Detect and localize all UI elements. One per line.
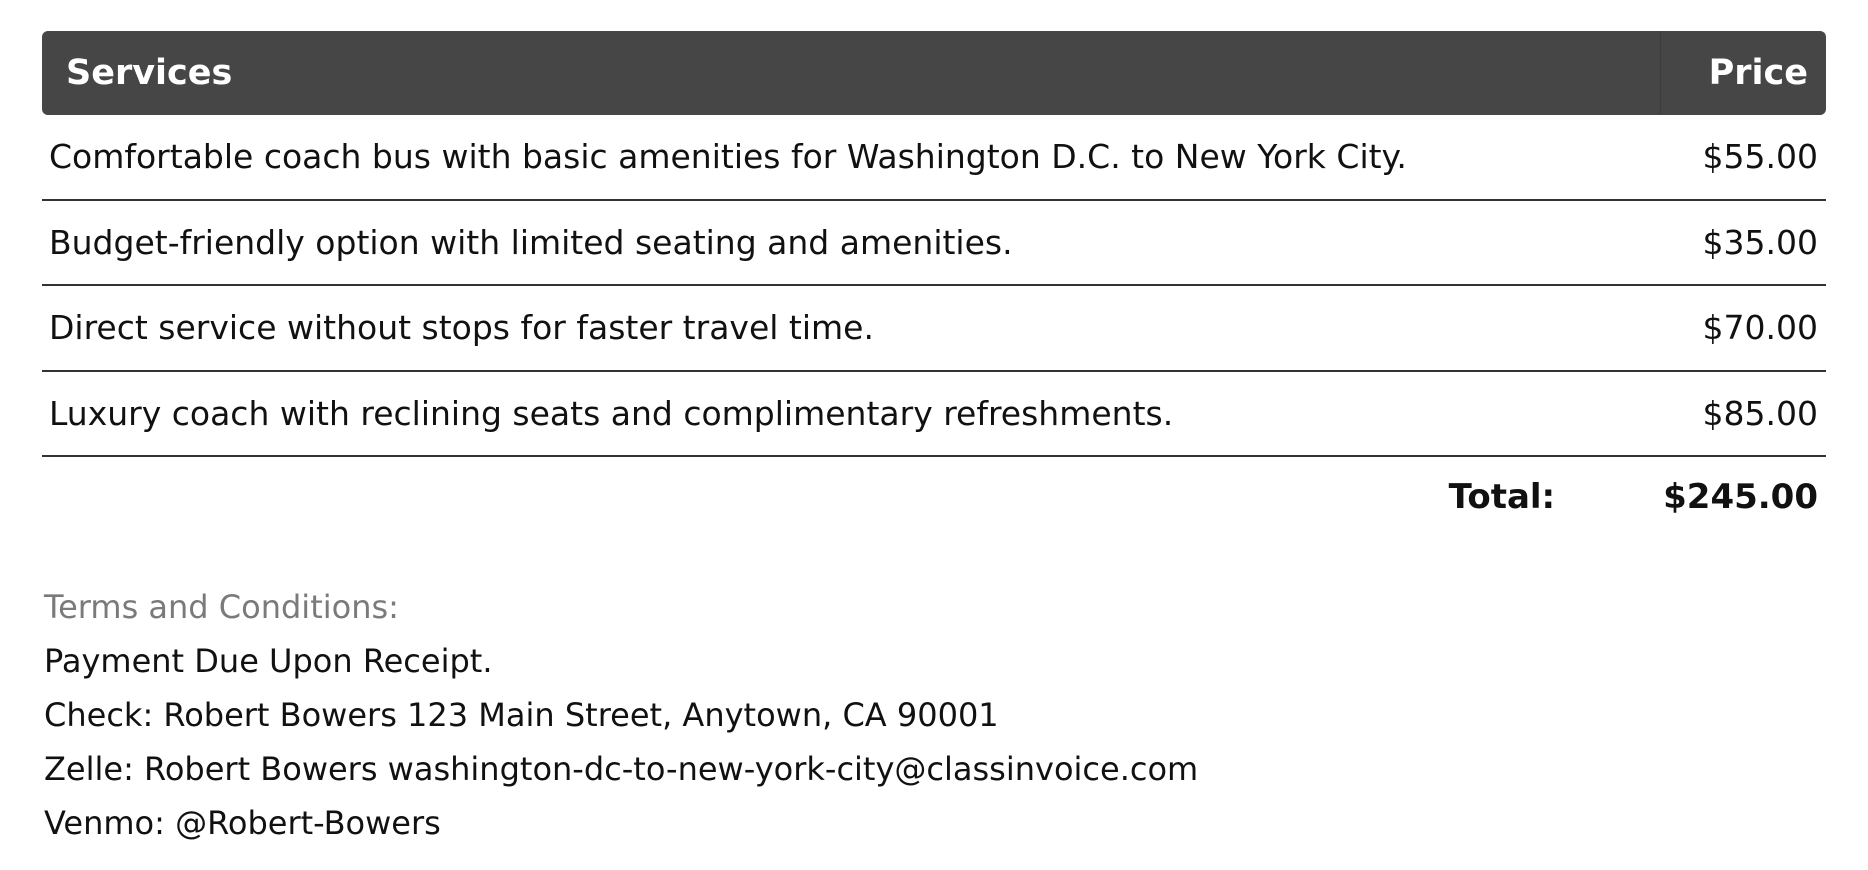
table-row xyxy=(42,372,1826,458)
table-row xyxy=(42,286,1826,372)
services-column-header: Services xyxy=(66,53,233,93)
terms-section xyxy=(44,580,1198,850)
zelle-payment-line: Zelle: Robert Bowers washington-dc-to-new-york-city@classinvoice.com xyxy=(44,750,1199,788)
total-line xyxy=(1449,477,1818,517)
table-row xyxy=(42,115,1826,201)
check-payment-line: Check: Robert Bowers 123 Main Street, Anytown, CA 90001 xyxy=(44,696,999,734)
venmo-payment-line: Venmo: @Robert-Bowers xyxy=(44,804,441,842)
services-table xyxy=(42,31,1826,457)
service-description: Budget-friendly option with limited seating and amenities. xyxy=(49,222,1013,262)
service-price: $35.00 xyxy=(1702,222,1818,262)
payment-terms-line: Payment Due Upon Receipt. xyxy=(44,642,493,680)
total-value: $245.00 xyxy=(1663,477,1818,517)
service-description: Comfortable coach bus with basic amenities for Washington D.C. to New York City. xyxy=(49,137,1407,177)
total-label: Total: xyxy=(1448,477,1556,517)
table-row xyxy=(42,201,1826,287)
price-column-header: Price xyxy=(1660,31,1826,115)
terms-title: Terms and Conditions: xyxy=(44,588,399,626)
table-header xyxy=(42,31,1826,115)
service-price: $85.00 xyxy=(1702,393,1818,433)
service-price: $70.00 xyxy=(1702,308,1818,348)
service-description: Direct service without stops for faster travel time. xyxy=(49,308,874,348)
service-price: $55.00 xyxy=(1702,137,1818,177)
service-description: Luxury coach with reclining seats and complimentary refreshments. xyxy=(49,393,1174,433)
